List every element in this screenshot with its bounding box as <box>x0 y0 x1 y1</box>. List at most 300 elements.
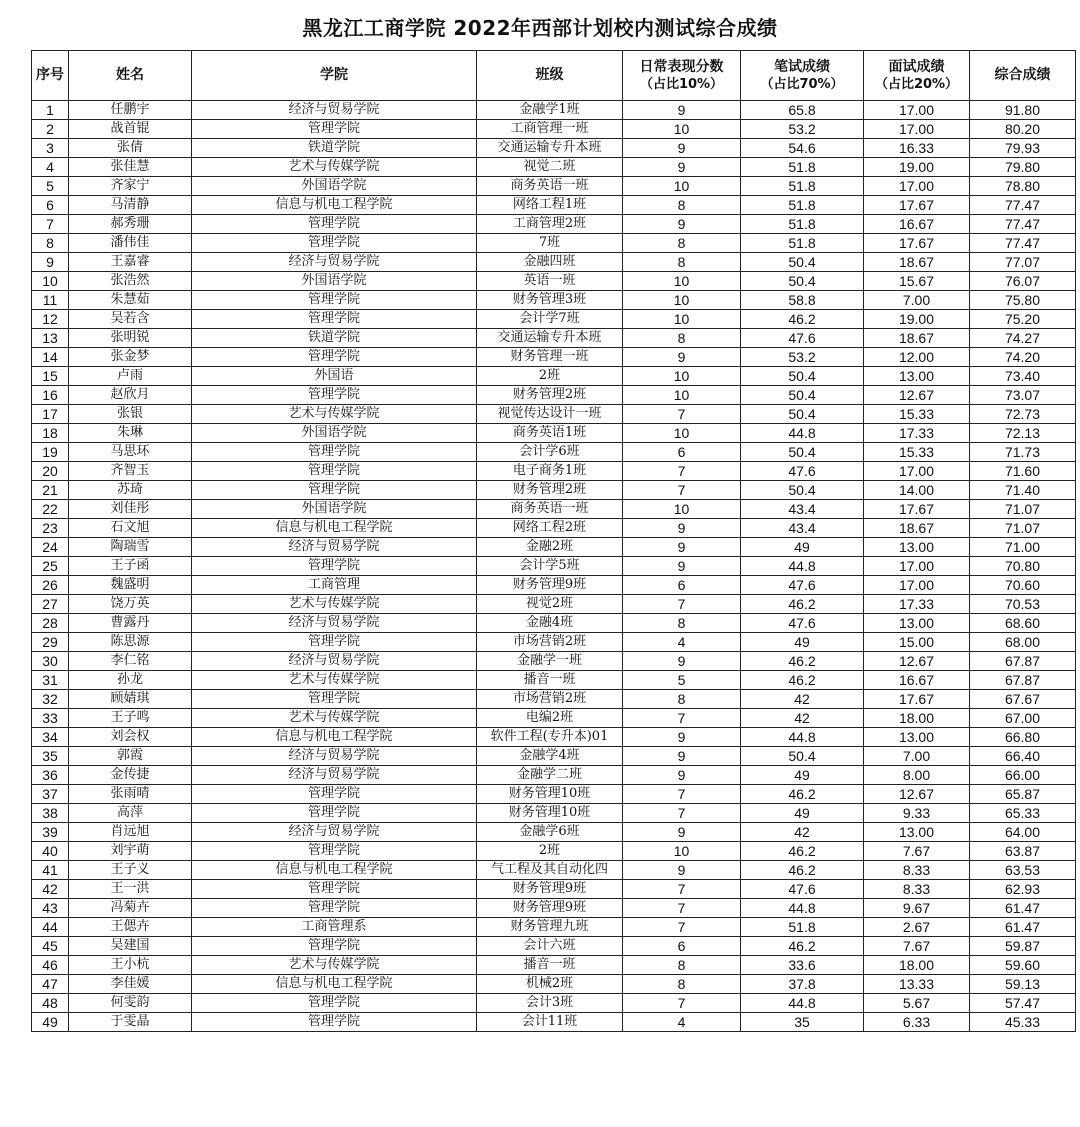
interview-score-cell: 17.67 <box>864 196 970 215</box>
daily-score-cell: 9 <box>623 728 741 747</box>
college-cell: 艺术与传媒学院 <box>192 709 477 728</box>
total-score-cell: 73.40 <box>970 367 1076 386</box>
table-row <box>32 234 1076 253</box>
daily-score-cell: 9 <box>623 557 741 576</box>
interview-score-cell: 8.33 <box>864 880 970 899</box>
table-row <box>32 291 1076 310</box>
table-row <box>32 272 1076 291</box>
college-cell: 经济与贸易学院 <box>192 652 477 671</box>
table-row <box>32 538 1076 557</box>
college-cell: 管理学院 <box>192 785 477 804</box>
written-score-cell: 51.8 <box>741 196 864 215</box>
daily-score-cell: 10 <box>623 310 741 329</box>
written-score-cell: 46.2 <box>741 652 864 671</box>
seq-cell: 42 <box>32 880 69 899</box>
total-score-cell: 77.47 <box>970 234 1076 253</box>
written-score-cell: 51.8 <box>741 918 864 937</box>
interview-score-cell: 18.00 <box>864 709 970 728</box>
table-row <box>32 101 1076 120</box>
daily-score-cell: 6 <box>623 576 741 595</box>
seq-cell: 31 <box>32 671 69 690</box>
written-score-cell: 47.6 <box>741 462 864 481</box>
interview-score-cell: 12.67 <box>864 652 970 671</box>
total-score-cell: 79.80 <box>970 158 1076 177</box>
written-score-cell: 42 <box>741 709 864 728</box>
college-cell: 艺术与传媒学院 <box>192 405 477 424</box>
class-cell: 金融学1班 <box>477 101 623 120</box>
seq-cell: 9 <box>32 253 69 272</box>
written-score-cell: 50.4 <box>741 443 864 462</box>
daily-score-cell: 6 <box>623 937 741 956</box>
header-college: 学院 <box>192 51 477 101</box>
seq-cell: 38 <box>32 804 69 823</box>
class-cell: 金融4班 <box>477 614 623 633</box>
interview-score-cell: 8.00 <box>864 766 970 785</box>
table-row <box>32 196 1076 215</box>
college-cell: 管理学院 <box>192 804 477 823</box>
table-row <box>32 120 1076 139</box>
seq-cell: 33 <box>32 709 69 728</box>
college-cell: 外国语学院 <box>192 272 477 291</box>
daily-score-cell: 9 <box>623 823 741 842</box>
name-cell: 曹露丹 <box>69 614 192 633</box>
class-cell: 工商管理一班 <box>477 120 623 139</box>
seq-cell: 29 <box>32 633 69 652</box>
total-score-cell: 61.47 <box>970 918 1076 937</box>
class-cell: 播音一班 <box>477 671 623 690</box>
name-cell: 朱慧茹 <box>69 291 192 310</box>
table-row <box>32 367 1076 386</box>
table-row <box>32 709 1076 728</box>
written-score-cell: 51.8 <box>741 234 864 253</box>
seq-cell: 47 <box>32 975 69 994</box>
seq-cell: 26 <box>32 576 69 595</box>
seq-cell: 46 <box>32 956 69 975</box>
written-score-cell: 37.8 <box>741 975 864 994</box>
class-cell: 金融2班 <box>477 538 623 557</box>
total-score-cell: 76.07 <box>970 272 1076 291</box>
table-row <box>32 956 1076 975</box>
college-cell: 外国语 <box>192 367 477 386</box>
table-row <box>32 937 1076 956</box>
seq-cell: 14 <box>32 348 69 367</box>
name-cell: 张倩 <box>69 139 192 158</box>
table-row <box>32 253 1076 272</box>
college-cell: 经济与贸易学院 <box>192 766 477 785</box>
class-cell: 金融学4班 <box>477 747 623 766</box>
class-cell: 商务英语一班 <box>477 500 623 519</box>
name-cell: 石文旭 <box>69 519 192 538</box>
class-cell: 金融四班 <box>477 253 623 272</box>
class-cell: 网络工程2班 <box>477 519 623 538</box>
college-cell: 管理学院 <box>192 899 477 918</box>
total-score-cell: 63.53 <box>970 861 1076 880</box>
total-score-cell: 65.33 <box>970 804 1076 823</box>
written-score-cell: 46.2 <box>741 861 864 880</box>
class-cell: 财务管理一班 <box>477 348 623 367</box>
seq-cell: 22 <box>32 500 69 519</box>
class-cell: 交通运输专升本班 <box>477 139 623 158</box>
interview-score-cell: 12.67 <box>864 386 970 405</box>
name-cell: 卢雨 <box>69 367 192 386</box>
written-score-cell: 46.2 <box>741 842 864 861</box>
table-row <box>32 671 1076 690</box>
class-cell: 7班 <box>477 234 623 253</box>
name-cell: 王一洪 <box>69 880 192 899</box>
interview-score-cell: 19.00 <box>864 310 970 329</box>
table-row <box>32 500 1076 519</box>
interview-score-cell: 18.00 <box>864 956 970 975</box>
daily-score-cell: 10 <box>623 842 741 861</box>
college-cell: 管理学院 <box>192 842 477 861</box>
college-cell: 经济与贸易学院 <box>192 747 477 766</box>
written-score-cell: 51.8 <box>741 158 864 177</box>
name-cell: 高萍 <box>69 804 192 823</box>
name-cell: 于雯晶 <box>69 1013 192 1032</box>
table-row <box>32 823 1076 842</box>
seq-cell: 20 <box>32 462 69 481</box>
daily-score-cell: 4 <box>623 1013 741 1032</box>
class-cell: 会计学7班 <box>477 310 623 329</box>
name-cell: 齐智玉 <box>69 462 192 481</box>
name-cell: 刘宇萌 <box>69 842 192 861</box>
class-cell: 机械2班 <box>477 975 623 994</box>
name-cell: 马清静 <box>69 196 192 215</box>
interview-score-cell: 16.67 <box>864 215 970 234</box>
table-row <box>32 595 1076 614</box>
class-cell: 工商管理2班 <box>477 215 623 234</box>
total-score-cell: 91.80 <box>970 101 1076 120</box>
header-row <box>32 51 1076 101</box>
table-row <box>32 994 1076 1013</box>
interview-score-cell: 15.33 <box>864 443 970 462</box>
total-score-cell: 72.13 <box>970 424 1076 443</box>
written-score-cell: 44.8 <box>741 557 864 576</box>
seq-cell: 1 <box>32 101 69 120</box>
class-cell: 财务管理9班 <box>477 899 623 918</box>
college-cell: 信息与机电工程学院 <box>192 728 477 747</box>
interview-score-cell: 16.33 <box>864 139 970 158</box>
interview-score-cell: 13.00 <box>864 614 970 633</box>
written-score-cell: 46.2 <box>741 937 864 956</box>
seq-cell: 7 <box>32 215 69 234</box>
written-score-cell: 50.4 <box>741 405 864 424</box>
daily-score-cell: 10 <box>623 386 741 405</box>
interview-score-cell: 17.33 <box>864 595 970 614</box>
table-row <box>32 576 1076 595</box>
seq-cell: 28 <box>32 614 69 633</box>
college-cell: 管理学院 <box>192 120 477 139</box>
interview-score-cell: 15.00 <box>864 633 970 652</box>
name-cell: 吴建国 <box>69 937 192 956</box>
name-cell: 王子函 <box>69 557 192 576</box>
name-cell: 张银 <box>69 405 192 424</box>
name-cell: 张金梦 <box>69 348 192 367</box>
daily-score-cell: 8 <box>623 253 741 272</box>
interview-score-cell: 9.33 <box>864 804 970 823</box>
class-cell: 商务英语1班 <box>477 424 623 443</box>
total-score-cell: 77.47 <box>970 215 1076 234</box>
written-score-cell: 51.8 <box>741 177 864 196</box>
total-score-cell: 80.20 <box>970 120 1076 139</box>
interview-score-cell: 7.67 <box>864 842 970 861</box>
interview-score-cell: 8.33 <box>864 861 970 880</box>
class-cell: 软件工程(专升本)01 <box>477 728 623 747</box>
written-score-cell: 53.2 <box>741 348 864 367</box>
daily-score-cell: 10 <box>623 120 741 139</box>
total-score-cell: 73.07 <box>970 386 1076 405</box>
table-row <box>32 177 1076 196</box>
interview-score-cell: 17.67 <box>864 690 970 709</box>
written-score-cell: 44.8 <box>741 899 864 918</box>
seq-cell: 30 <box>32 652 69 671</box>
table-row <box>32 690 1076 709</box>
seq-cell: 39 <box>32 823 69 842</box>
daily-score-cell: 10 <box>623 177 741 196</box>
interview-score-cell: 17.67 <box>864 234 970 253</box>
class-cell: 财务管理10班 <box>477 804 623 823</box>
college-cell: 经济与贸易学院 <box>192 614 477 633</box>
seq-cell: 19 <box>32 443 69 462</box>
college-cell: 经济与贸易学院 <box>192 823 477 842</box>
name-cell: 王嘉睿 <box>69 253 192 272</box>
header-total: 综合成绩 <box>970 51 1076 101</box>
daily-score-cell: 7 <box>623 709 741 728</box>
interview-score-cell: 18.67 <box>864 519 970 538</box>
interview-score-cell: 17.00 <box>864 120 970 139</box>
header-class: 班级 <box>477 51 623 101</box>
class-cell: 财务管理2班 <box>477 481 623 500</box>
table-row <box>32 310 1076 329</box>
name-cell: 陈思源 <box>69 633 192 652</box>
written-score-cell: 44.8 <box>741 728 864 747</box>
total-score-cell: 71.07 <box>970 519 1076 538</box>
seq-cell: 41 <box>32 861 69 880</box>
college-cell: 外国语学院 <box>192 500 477 519</box>
total-score-cell: 77.07 <box>970 253 1076 272</box>
table-row <box>32 481 1076 500</box>
written-score-cell: 42 <box>741 690 864 709</box>
class-cell: 财务管理3班 <box>477 291 623 310</box>
college-cell: 管理学院 <box>192 443 477 462</box>
seq-cell: 27 <box>32 595 69 614</box>
daily-score-cell: 7 <box>623 405 741 424</box>
interview-score-cell: 17.00 <box>864 576 970 595</box>
written-score-cell: 50.4 <box>741 747 864 766</box>
seq-cell: 25 <box>32 557 69 576</box>
table-row <box>32 614 1076 633</box>
college-cell: 管理学院 <box>192 386 477 405</box>
table-row <box>32 519 1076 538</box>
name-cell: 魏盛明 <box>69 576 192 595</box>
class-cell: 市场营销2班 <box>477 690 623 709</box>
header-seq: 序号 <box>32 51 69 101</box>
table-row <box>32 158 1076 177</box>
college-cell: 信息与机电工程学院 <box>192 861 477 880</box>
total-score-cell: 57.47 <box>970 994 1076 1013</box>
written-score-cell: 43.4 <box>741 500 864 519</box>
class-cell: 市场营销2班 <box>477 633 623 652</box>
class-cell: 财务管理2班 <box>477 386 623 405</box>
written-score-cell: 49 <box>741 766 864 785</box>
daily-score-cell: 7 <box>623 595 741 614</box>
interview-score-cell: 17.00 <box>864 101 970 120</box>
seq-cell: 45 <box>32 937 69 956</box>
college-cell: 信息与机电工程学院 <box>192 196 477 215</box>
interview-score-cell: 9.67 <box>864 899 970 918</box>
class-cell: 财务管理9班 <box>477 880 623 899</box>
total-score-cell: 67.00 <box>970 709 1076 728</box>
college-cell: 管理学院 <box>192 557 477 576</box>
written-score-cell: 33.6 <box>741 956 864 975</box>
college-cell: 艺术与传媒学院 <box>192 595 477 614</box>
table-row <box>32 386 1076 405</box>
written-score-cell: 51.8 <box>741 215 864 234</box>
written-score-cell: 65.8 <box>741 101 864 120</box>
college-cell: 管理学院 <box>192 348 477 367</box>
written-score-cell: 47.6 <box>741 880 864 899</box>
daily-score-cell: 9 <box>623 158 741 177</box>
table-row <box>32 747 1076 766</box>
table-row <box>32 785 1076 804</box>
interview-score-cell: 12.67 <box>864 785 970 804</box>
interview-score-cell: 18.67 <box>864 329 970 348</box>
written-score-cell: 53.2 <box>741 120 864 139</box>
name-cell: 肖远旭 <box>69 823 192 842</box>
name-cell: 饶万英 <box>69 595 192 614</box>
seq-cell: 44 <box>32 918 69 937</box>
name-cell: 潘伟佳 <box>69 234 192 253</box>
class-cell: 播音一班 <box>477 956 623 975</box>
table-row <box>32 975 1076 994</box>
name-cell: 张雨晴 <box>69 785 192 804</box>
seq-cell: 17 <box>32 405 69 424</box>
interview-score-cell: 13.00 <box>864 823 970 842</box>
seq-cell: 16 <box>32 386 69 405</box>
total-score-cell: 59.13 <box>970 975 1076 994</box>
total-score-cell: 79.93 <box>970 139 1076 158</box>
class-cell: 电编2班 <box>477 709 623 728</box>
name-cell: 孙龙 <box>69 671 192 690</box>
total-score-cell: 65.87 <box>970 785 1076 804</box>
daily-score-cell: 9 <box>623 861 741 880</box>
name-cell: 何雯韵 <box>69 994 192 1013</box>
college-cell: 管理学院 <box>192 234 477 253</box>
name-cell: 李佳媛 <box>69 975 192 994</box>
written-score-cell: 54.6 <box>741 139 864 158</box>
written-score-cell: 49 <box>741 538 864 557</box>
total-score-cell: 72.73 <box>970 405 1076 424</box>
written-score-cell: 44.8 <box>741 994 864 1013</box>
total-score-cell: 74.27 <box>970 329 1076 348</box>
table-row <box>32 139 1076 158</box>
daily-score-cell: 5 <box>623 671 741 690</box>
college-cell: 工商管理 <box>192 576 477 595</box>
total-score-cell: 68.00 <box>970 633 1076 652</box>
college-cell: 管理学院 <box>192 462 477 481</box>
college-cell: 艺术与传媒学院 <box>192 158 477 177</box>
name-cell: 苏琦 <box>69 481 192 500</box>
total-score-cell: 66.40 <box>970 747 1076 766</box>
table-row <box>32 329 1076 348</box>
interview-score-cell: 17.00 <box>864 462 970 481</box>
written-score-cell: 50.4 <box>741 386 864 405</box>
interview-score-cell: 7.00 <box>864 291 970 310</box>
college-cell: 管理学院 <box>192 690 477 709</box>
score-table <box>31 50 1076 1032</box>
seq-cell: 13 <box>32 329 69 348</box>
interview-score-cell: 15.67 <box>864 272 970 291</box>
table-row <box>32 766 1076 785</box>
written-score-cell: 50.4 <box>741 272 864 291</box>
name-cell: 齐家宁 <box>69 177 192 196</box>
name-cell: 王子义 <box>69 861 192 880</box>
college-cell: 管理学院 <box>192 880 477 899</box>
college-cell: 经济与贸易学院 <box>192 253 477 272</box>
daily-score-cell: 9 <box>623 538 741 557</box>
name-cell: 张明锐 <box>69 329 192 348</box>
daily-score-cell: 6 <box>623 443 741 462</box>
interview-score-cell: 18.67 <box>864 253 970 272</box>
table-row <box>32 1013 1076 1032</box>
name-cell: 陶瑞雪 <box>69 538 192 557</box>
daily-score-cell: 7 <box>623 481 741 500</box>
name-cell: 赵欣月 <box>69 386 192 405</box>
seq-cell: 8 <box>32 234 69 253</box>
seq-cell: 3 <box>32 139 69 158</box>
daily-score-cell: 10 <box>623 291 741 310</box>
total-score-cell: 71.40 <box>970 481 1076 500</box>
daily-score-cell: 10 <box>623 424 741 443</box>
total-score-cell: 67.87 <box>970 652 1076 671</box>
total-score-cell: 77.47 <box>970 196 1076 215</box>
interview-score-cell: 16.67 <box>864 671 970 690</box>
name-cell: 马思环 <box>69 443 192 462</box>
header-written: 笔试成绩 （占比70%） <box>741 51 864 101</box>
class-cell: 英语一班 <box>477 272 623 291</box>
name-cell: 刘会权 <box>69 728 192 747</box>
name-cell: 金传捷 <box>69 766 192 785</box>
written-score-cell: 46.2 <box>741 595 864 614</box>
total-score-cell: 71.60 <box>970 462 1076 481</box>
written-score-cell: 43.4 <box>741 519 864 538</box>
table-row <box>32 842 1076 861</box>
name-cell: 王偲卉 <box>69 918 192 937</box>
written-score-cell: 50.4 <box>741 253 864 272</box>
total-score-cell: 67.87 <box>970 671 1076 690</box>
class-cell: 交通运输专升本班 <box>477 329 623 348</box>
table-row <box>32 215 1076 234</box>
written-score-cell: 46.2 <box>741 785 864 804</box>
total-score-cell: 68.60 <box>970 614 1076 633</box>
interview-score-cell: 14.00 <box>864 481 970 500</box>
name-cell: 顾婧琪 <box>69 690 192 709</box>
written-score-cell: 50.4 <box>741 367 864 386</box>
total-score-cell: 66.80 <box>970 728 1076 747</box>
written-score-cell: 35 <box>741 1013 864 1032</box>
class-cell: 网络工程1班 <box>477 196 623 215</box>
college-cell: 信息与机电工程学院 <box>192 975 477 994</box>
seq-cell: 21 <box>32 481 69 500</box>
college-cell: 工商管理系 <box>192 918 477 937</box>
college-cell: 铁道学院 <box>192 139 477 158</box>
interview-score-cell: 13.00 <box>864 728 970 747</box>
seq-cell: 36 <box>32 766 69 785</box>
total-score-cell: 66.00 <box>970 766 1076 785</box>
name-cell: 战首锟 <box>69 120 192 139</box>
seq-cell: 11 <box>32 291 69 310</box>
interview-score-cell: 13.00 <box>864 538 970 557</box>
